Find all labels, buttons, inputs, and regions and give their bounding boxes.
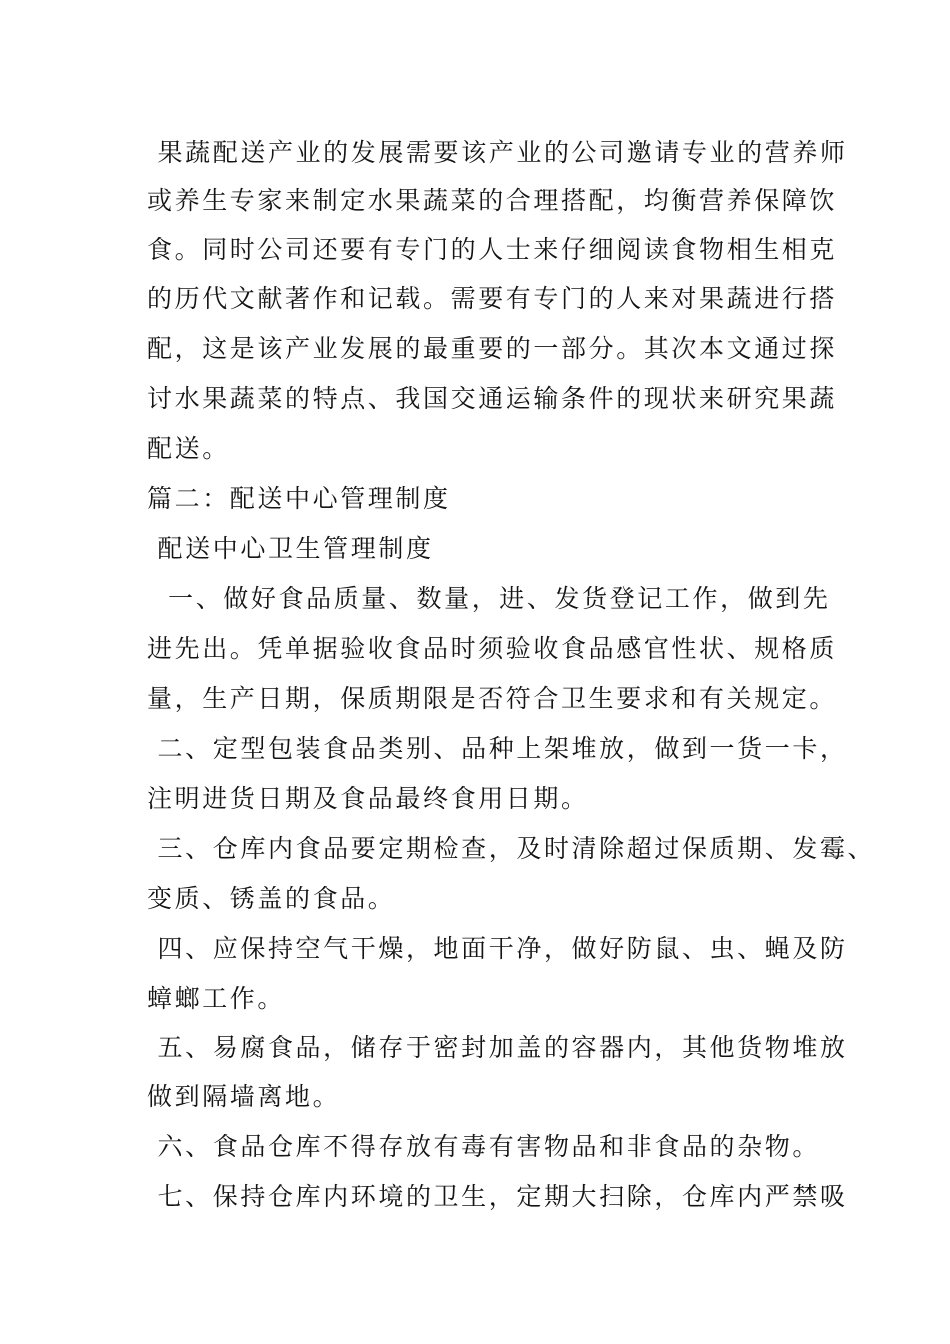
list-item-line: 六、食品仓库不得存放有毒有害物品和非食品的杂物。 [147,1132,820,1161]
paragraph-line: 配，这是该产业发展的最重要的一部分。其次本文通过探 [147,334,838,363]
list-item-line: 四、应保持空气干燥，地面干净，做好防鼠、虫、蝇及防 [147,934,848,963]
paragraph-line: 配送。 [147,434,230,463]
list-item-line: 五、易腐食品，储存于密封加盖的容器内，其他货物堆放 [147,1033,848,1062]
paragraph-line: 食。同时公司还要有专门的人士来仔细阅读食物相生相克 [147,235,838,264]
list-item-line: 变质、锈盖的食品。 [147,884,396,913]
list-item-line: 三、仓库内食品要定期检查，及时清除超过保质期、发霉、 [147,834,876,863]
list-item-line: 做到隔墙离地。 [147,1082,341,1111]
paragraph-line: 的历代文献著作和记载。需要有专门的人来对果蔬进行搭 [147,284,838,313]
paragraph-line: 讨水果蔬菜的特点、我国交通运输条件的现状来研究果蔬 [147,384,838,413]
paragraph-line: 果蔬配送产业的发展需要该产业的公司邀请专业的营养师 [147,138,848,167]
section-heading: 篇二：配送中心管理制度 [147,484,451,513]
list-item-line: 蟑螂工作。 [147,984,286,1013]
list-item-line: 七、保持仓库内环境的卫生，定期大扫除，仓库内严禁吸 [147,1182,848,1211]
list-item-line: 注明进货日期及食品最终食用日期。 [147,784,589,813]
document-title: 配送中心卫生管理制度 [147,534,434,563]
list-item-line: 量，生产日期，保质期限是否符合卫生要求和有关规定。 [147,684,838,713]
paragraph-line: 或养生专家来制定水果蔬菜的合理搭配，均衡营养保障饮 [147,186,838,215]
list-item-line: 进先出。凭单据验收食品时须验收食品感官性状、规格质 [147,634,838,663]
list-item-line: 一、做好食品质量、数量，进、发货登记工作，做到先 [147,584,831,613]
list-item-line: 二、定型包装食品类别、品种上架堆放，做到一货一卡， [147,734,848,763]
